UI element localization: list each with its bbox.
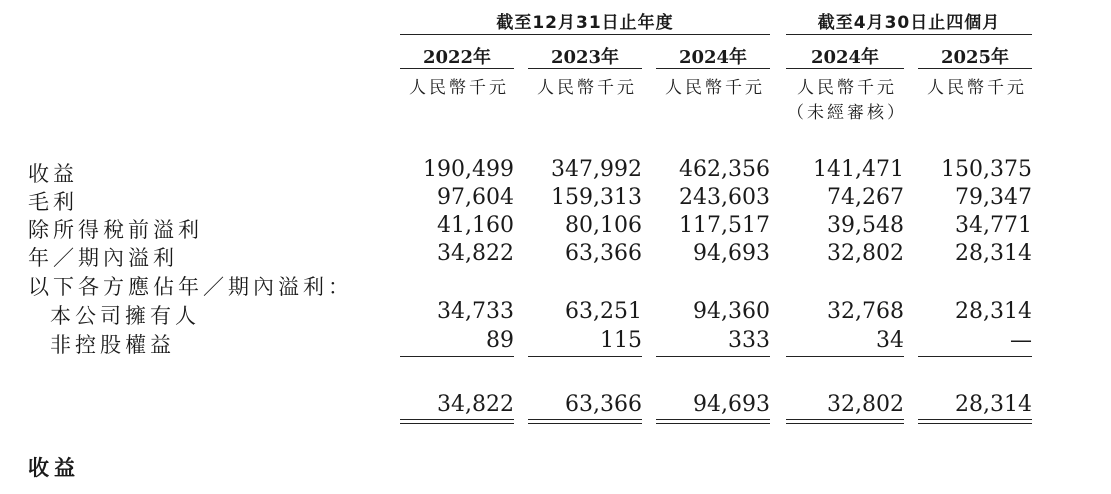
group-header-four-months-rule: [786, 34, 1032, 35]
value-gross-profit-4m-2025: 79,347: [955, 185, 1032, 210]
value-revenue-2022: 190,499: [423, 157, 514, 182]
row-label-profit-for-period: 年／期內溢利: [28, 246, 178, 270]
total-2022: 34,822: [437, 392, 514, 417]
value-nci-2023: 115: [600, 328, 642, 353]
total-double-rule-1: [400, 419, 514, 424]
year-header-4-rule: [786, 68, 904, 69]
value-profit-for-period-2022: 34,822: [437, 241, 514, 266]
year-header-5: 2025年: [940, 47, 1010, 68]
section-title-revenue: 收益: [28, 456, 80, 480]
total-double-rule-4: [786, 419, 904, 424]
value-profit-before-tax-2022: 41,160: [437, 213, 514, 238]
subtotal-rule-1: [400, 356, 514, 357]
row-label-owners-of-company: 本公司擁有人: [50, 304, 200, 328]
total-double-rule-5: [918, 419, 1032, 424]
value-nci-2024: 333: [728, 328, 770, 353]
unit-header-3: 人民幣千元: [665, 78, 765, 98]
value-profit-before-tax-2024: 117,517: [679, 213, 770, 238]
value-gross-profit-2022: 97,604: [437, 185, 514, 210]
row-label-profit-before-tax: 除所得稅前溢利: [28, 218, 203, 242]
value-gross-profit-4m-2024: 74,267: [827, 185, 904, 210]
unit-header-2: 人民幣千元: [537, 78, 637, 98]
value-revenue-2023: 347,992: [551, 157, 642, 182]
value-revenue-4m-2024: 141,471: [813, 157, 904, 182]
value-profit-before-tax-2023: 80,106: [565, 213, 642, 238]
subtotal-rule-4: [786, 356, 904, 357]
value-profit-for-period-4m-2024: 32,802: [827, 241, 904, 266]
year-header-5-rule: [918, 68, 1032, 69]
total-2024: 94,693: [693, 392, 770, 417]
value-gross-profit-2023: 159,313: [551, 185, 642, 210]
value-owners-2023: 63,251: [565, 299, 642, 324]
row-label-attributable-to: 以下各方應佔年／期內溢利：: [28, 275, 353, 299]
unaudited-note: （未經審核）: [787, 103, 907, 123]
subtotal-rule-3: [656, 356, 770, 357]
year-header-1: 2022年: [422, 47, 492, 68]
total-2023: 63,366: [565, 392, 642, 417]
row-label-non-controlling-interests: 非控股權益: [50, 333, 175, 357]
row-label-gross-profit: 毛利: [28, 190, 78, 214]
subtotal-rule-2: [528, 356, 642, 357]
row-label-revenue: 收益: [28, 162, 78, 186]
total-4m-2025: 28,314: [955, 392, 1032, 417]
value-profit-for-period-4m-2025: 28,314: [955, 241, 1032, 266]
value-nci-4m-2025: —: [1010, 328, 1032, 353]
year-header-2: 2023年: [550, 47, 620, 68]
unit-header-5: 人民幣千元: [927, 78, 1027, 98]
value-profit-before-tax-4m-2024: 39,548: [827, 213, 904, 238]
value-owners-4m-2024: 32,768: [827, 299, 904, 324]
year-header-2-rule: [528, 68, 642, 69]
total-4m-2024: 32,802: [827, 392, 904, 417]
value-nci-4m-2024: 34: [876, 328, 904, 353]
group-header-year: 截至12月31日止年度: [496, 13, 674, 33]
value-revenue-2024: 462,356: [679, 157, 770, 182]
value-owners-4m-2025: 28,314: [955, 299, 1032, 324]
value-profit-before-tax-4m-2025: 34,771: [955, 213, 1032, 238]
year-header-1-rule: [400, 68, 514, 69]
unit-header-1: 人民幣千元: [409, 78, 509, 98]
value-owners-2024: 94,360: [693, 299, 770, 324]
value-gross-profit-2024: 243,603: [679, 185, 770, 210]
value-owners-2022: 34,733: [437, 299, 514, 324]
unit-header-4: 人民幣千元: [797, 78, 897, 98]
value-profit-for-period-2024: 94,693: [693, 241, 770, 266]
group-header-four-months: 截至4月30日止四個月: [817, 13, 1001, 33]
total-double-rule-2: [528, 419, 642, 424]
year-header-3-rule: [656, 68, 770, 69]
subtotal-rule-5: [918, 356, 1032, 357]
year-header-3: 2024年: [678, 47, 748, 68]
year-header-4: 2024年: [810, 47, 880, 68]
total-double-rule-3: [656, 419, 770, 424]
value-revenue-4m-2025: 150,375: [941, 157, 1032, 182]
value-nci-2022: 89: [486, 328, 514, 353]
value-profit-for-period-2023: 63,366: [565, 241, 642, 266]
group-header-year-rule: [400, 34, 770, 35]
